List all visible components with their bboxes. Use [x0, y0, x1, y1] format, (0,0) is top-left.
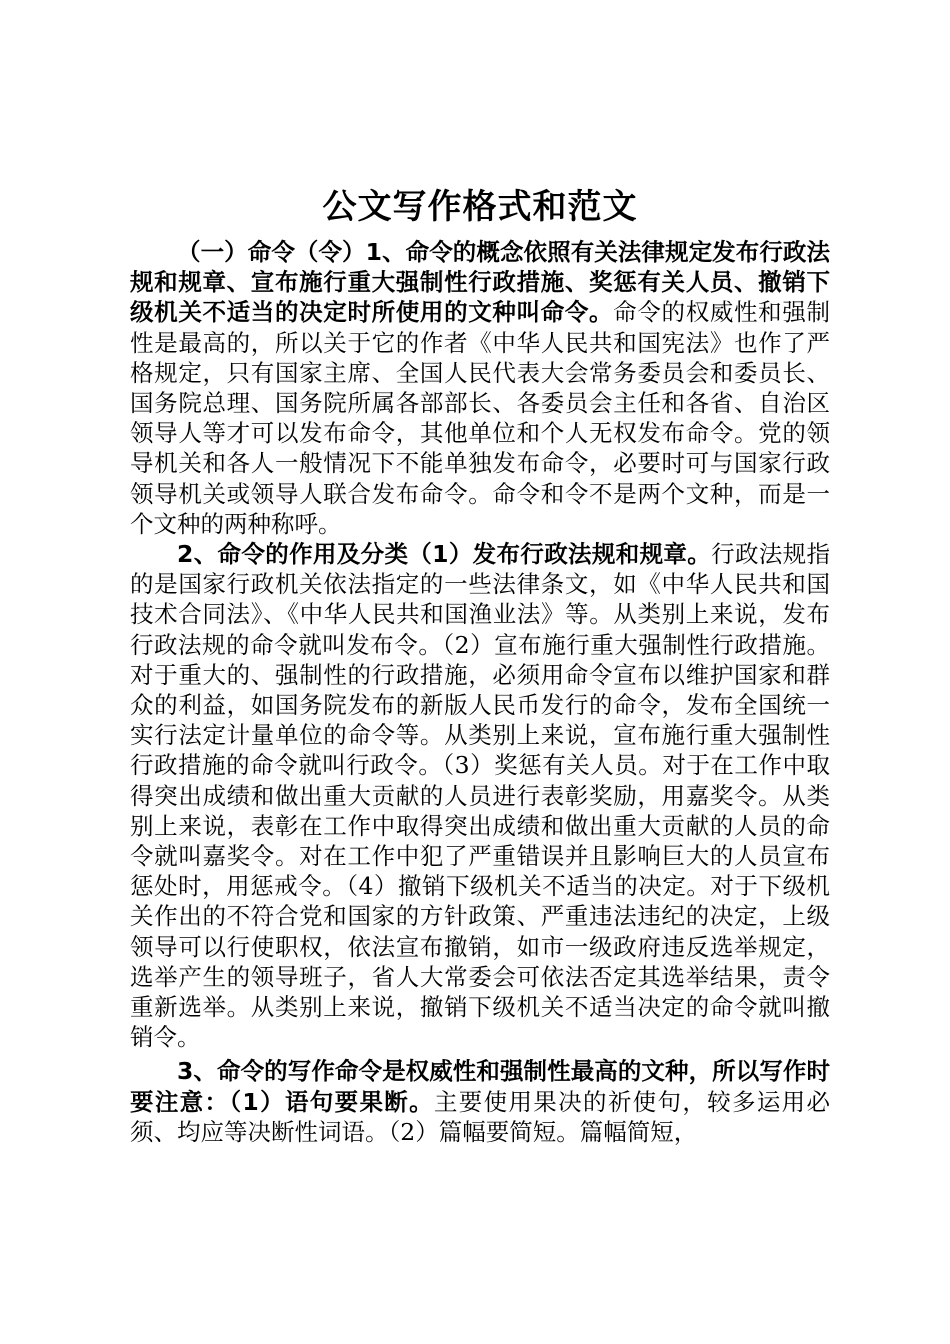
paragraph-2-heading: 2、命令的作用及分类（1）发布行政法规和规章。 — [177, 540, 712, 569]
paragraph-3-heading: 3、命令的写作命令是权威性和强制性最高的文种，所以写作时要注意：（1）语句要果断。 — [130, 1057, 830, 1116]
paragraph-3 — [130, 1056, 830, 1147]
document-title: 公文写作格式和范文 — [322, 187, 638, 227]
paragraph-2-body: 行政法规指的是国家行政机关依法指定的一些法律条文，如《中华人民共和国技术合同法》、《中华人民共和国渔业法》等。从类别上来说，发布行政法规的命令就叫发布令。（2）宣布施行重大强制性行政措施。对于重大的、强制性的行政措施，必须用命令宣布以维护国家和群众的利益，如国务院发布的新版人民币发行的命令，发布全国统一实行法定计量单位的命令等。从类别上来说，宣布施行重大强制性行政措施的命令就叫行政令。（3）奖惩有关人员。对于在工作中取得突出成绩和做出重大贡献的人员进行表彰奖励，用嘉奖令。从类别上来说，表彰在工作中取得突出成绩和做出重大贡献的人员的命令就叫嘉奖令。对在工作中犯了严重错误并且影响巨大的人员宣布惩处时，用惩戒令。（4）撤销下级机关不适当的决定。对于下级机关作出的不符合党和国家的方针政策、严重违法违纪的决定，上级领导可以行使职权，依法宣布撤销，如市一级政府违反选举规定，选举产生的领导班子，省人大常委会可依法否定其选举结果，责令重新选举。从类别上来说，撤销下级机关不适当决定的命令就叫撤销令。 — [130, 540, 831, 1052]
paragraph-1-body: 命令的权威性和强制性是最高的，所以关于它的作者《中华人民共和国宪法》也作了严格规定，只有国家主席、全国人民代表大会常务委员会和委员长、国务院总理、国务院所属各部部长、各委员会主任和各省、自治区领导人等才可以发布命令，其他单位和个人无权发布命令。党的领导机关和各人一般情况下不能单独发布命令，必要时可与国家行政领导机关或领导人联合发布命令。命令和令不是两个文种，而是一个文种的两种称呼。 — [130, 298, 831, 538]
document-page — [130, 183, 830, 1147]
paragraph-1-heading: （一）命令（令）1、命令的概念依照有关法律规定发布行政法规和规章、宣布施行重大强制性行政措施、奖惩有关人员、撤销下级机关不适当的决定时所使用的文种叫命令。 — [130, 238, 830, 327]
paragraph-1 — [130, 237, 830, 539]
paragraph-3-body: 主要使用果决的祈使句，较多运用必须、均应等决断性词语。（2）篇幅要简短。篇幅简短， — [130, 1087, 830, 1146]
paragraph-2 — [130, 539, 830, 1052]
